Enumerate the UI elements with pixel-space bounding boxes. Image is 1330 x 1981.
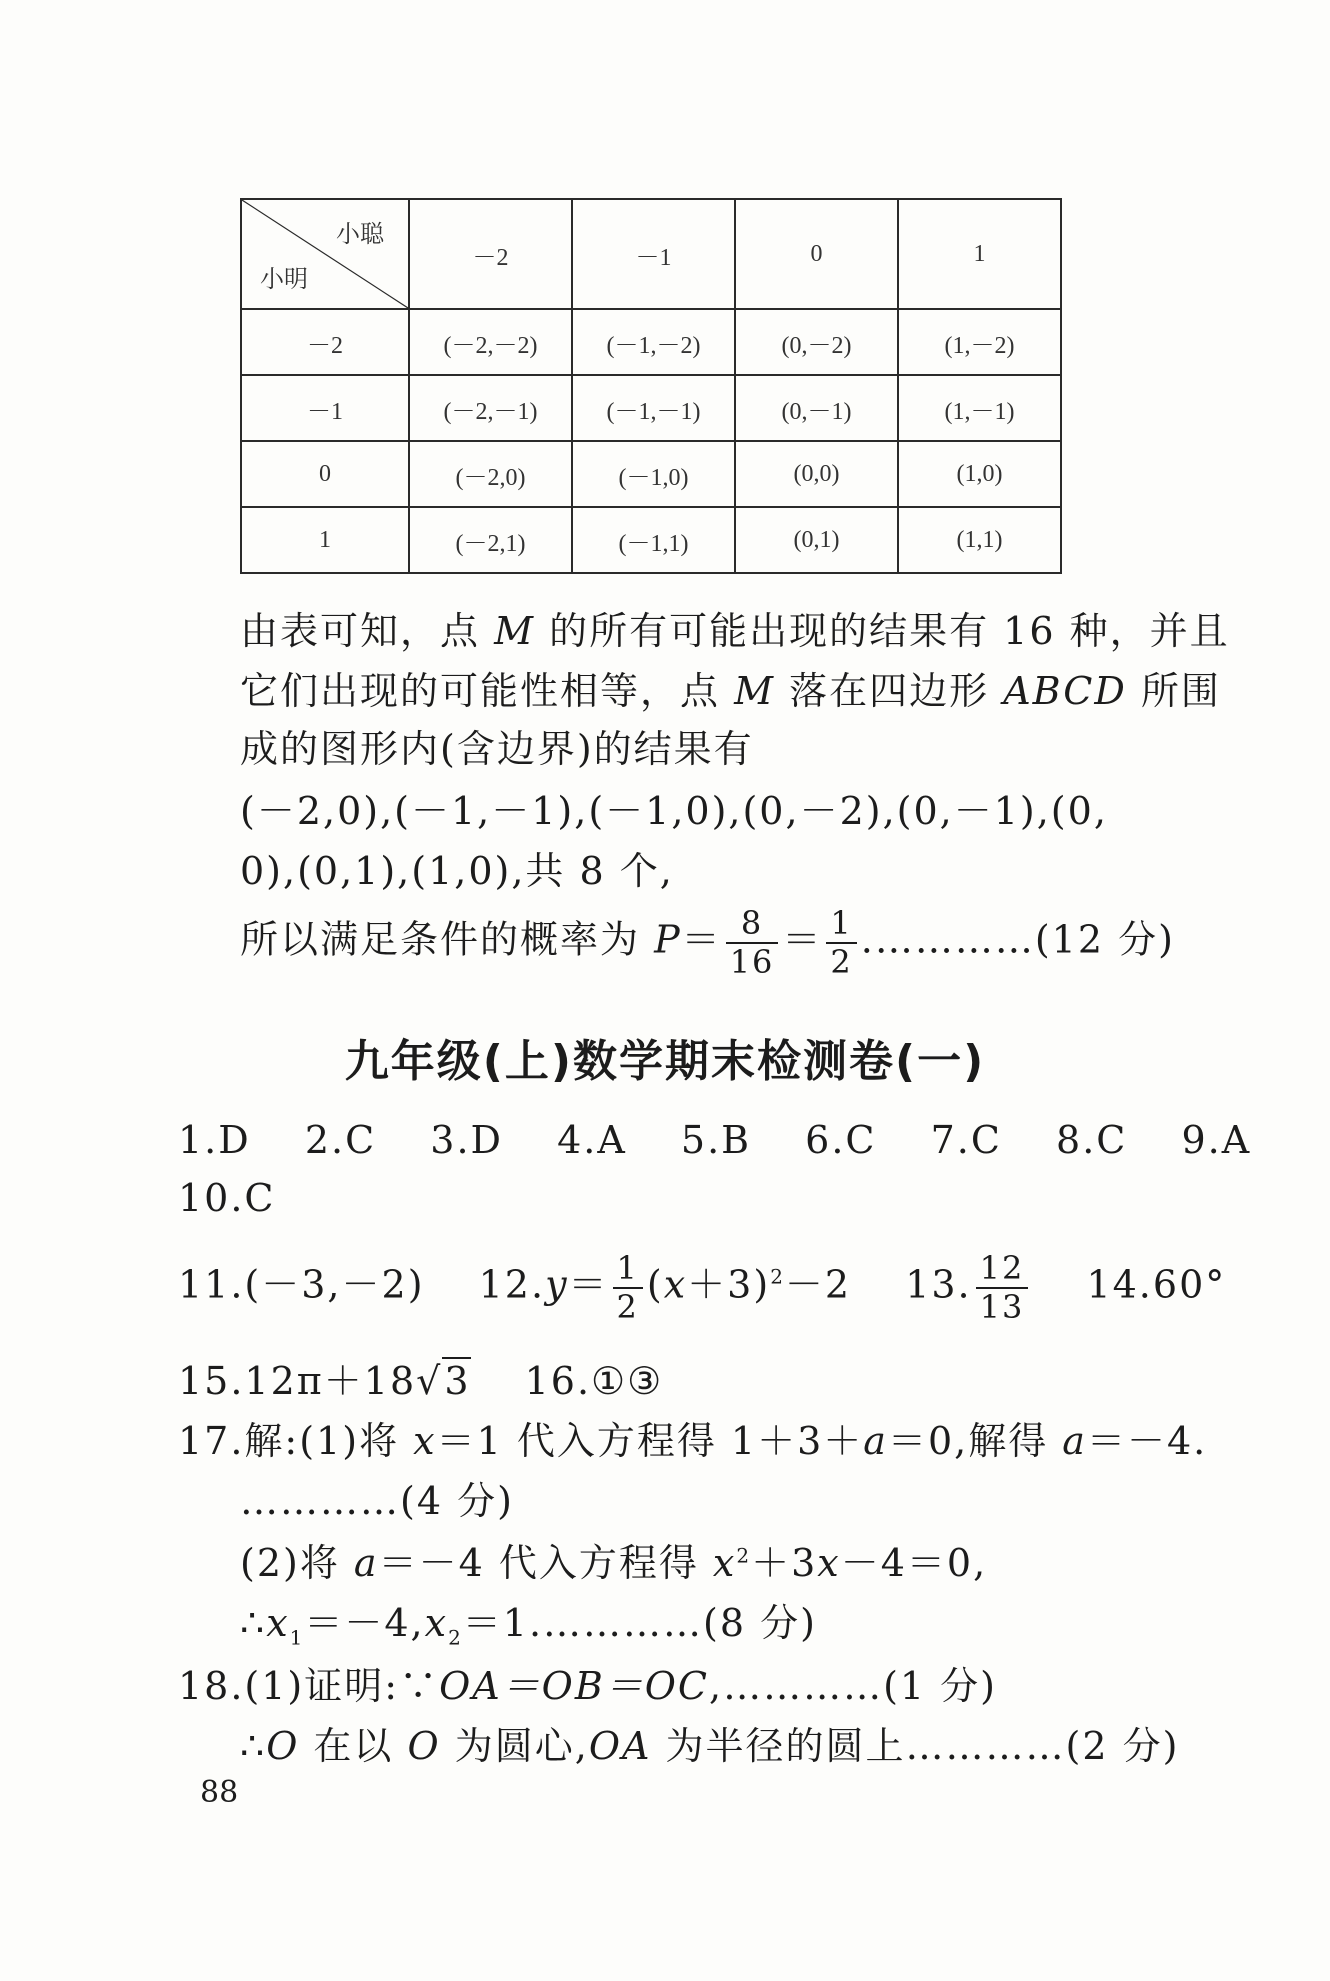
- table-cell: (－2,－1): [409, 375, 572, 441]
- q18-line-2: ∴O 在以 O 为圆心,OA 为半径的圆上…………(2 分): [240, 1724, 1180, 1768]
- row-label: －1: [241, 375, 409, 441]
- table-row: [241, 441, 1061, 507]
- table-cell: (－1,1): [572, 507, 735, 573]
- q17-line-3: (2)将 a＝－4 代入方程得 $x^2+3x-4=0$,: [240, 1541, 988, 1585]
- q18-line-1: 18.(1)证明:∵OA＝OB＝OC,…………(1 分): [178, 1664, 997, 1708]
- para-line-1: 由表可知，点 M 的所有可能出现的结果有 16 种，并且: [240, 609, 1230, 653]
- probability-line: 所以满足条件的概率为 P＝ $\frac{8}{16}$ ＝ $\frac{1}{2}$ .…………(12 分): [240, 904, 1175, 981]
- table-cell: (1,－2): [898, 309, 1061, 375]
- answers-row-2: 10.C: [178, 1176, 276, 1220]
- para-line-3: 成的图形内(含边界)的结果有: [240, 727, 754, 771]
- fraction: $\frac{1}{2}$: [613, 1250, 643, 1326]
- col-header: 0: [735, 199, 898, 309]
- row-label: 0: [241, 441, 409, 507]
- table-cell: (0,－2): [735, 309, 898, 375]
- para-line-4: (－2,0),(－1,－1),(－1,0),(0,－2),(0,－1),(0,: [240, 789, 1108, 833]
- col-header: 1: [898, 199, 1061, 309]
- table-cell: (1,1): [898, 507, 1061, 573]
- outcome-table: [240, 198, 1062, 574]
- table-cell: (－2,－2): [409, 309, 572, 375]
- row-label: －2: [241, 309, 409, 375]
- table-cell: (0,－1): [735, 375, 898, 441]
- table-header-row: [241, 199, 1061, 309]
- table-row: [241, 309, 1061, 375]
- table-cell: (－1,－2): [572, 309, 735, 375]
- answers-row-4: 15.12π＋18√3 16.①③: [178, 1359, 664, 1403]
- table-row: [241, 507, 1061, 573]
- col-header: －2: [409, 199, 572, 309]
- table-cell: (1,－1): [898, 375, 1061, 441]
- table-cell: (0,0): [735, 441, 898, 507]
- table-cell: (－1,－1): [572, 375, 735, 441]
- sqrt-sign: √: [416, 1359, 443, 1403]
- table-cell: (0,1): [735, 507, 898, 573]
- para-line-5: 0),(0,1),(1,0),共 8 个,: [240, 849, 674, 893]
- col-header: －1: [572, 199, 735, 309]
- page-number: 88: [200, 1775, 239, 1810]
- para-line-2: 它们出现的可能性相等，点 M 落在四边形 ABCD 所围: [240, 669, 1221, 713]
- table-corner-cell: [241, 199, 409, 309]
- answers-row-3: 11.(－3,－2) 12.y＝ $\frac{1}{2}$ $(x+3)^2-2$ 13. $\frac{12}{13}$ 14.60°: [178, 1249, 1227, 1326]
- section-heading: 九年级(上)数学期末检测卷(一): [344, 1036, 986, 1087]
- table-cell: (－2,1): [409, 507, 572, 573]
- q17-line-2: …………(4 分): [240, 1479, 514, 1523]
- fraction: $\frac{12}{13}$: [976, 1250, 1029, 1326]
- q17-line-1: 17.解:(1)将 x＝1 代入方程得 1＋3＋a＝0,解得 a＝－4.: [178, 1419, 1208, 1463]
- table-cell: (1,0): [898, 441, 1061, 507]
- q17-line-4: $\therefore x_1=-4,x_2=1.\dots\dots\dots\dots(8$ 分): [240, 1601, 817, 1650]
- corner-top-label: 小聪: [336, 222, 384, 248]
- table-row: [241, 375, 1061, 441]
- row-label: 1: [241, 507, 409, 573]
- fraction: $\frac{8}{16}$: [726, 905, 779, 981]
- table-cell: (－1,0): [572, 441, 735, 507]
- corner-bottom-label: 小明: [260, 267, 308, 293]
- answers-row-1: 1.D 2.C 3.D 4.A 5.B 6.C 7.C 8.C 9.A: [178, 1118, 1252, 1162]
- table-cell: (－2,0): [409, 441, 572, 507]
- fraction: $\frac{1}{2}$: [826, 905, 856, 981]
